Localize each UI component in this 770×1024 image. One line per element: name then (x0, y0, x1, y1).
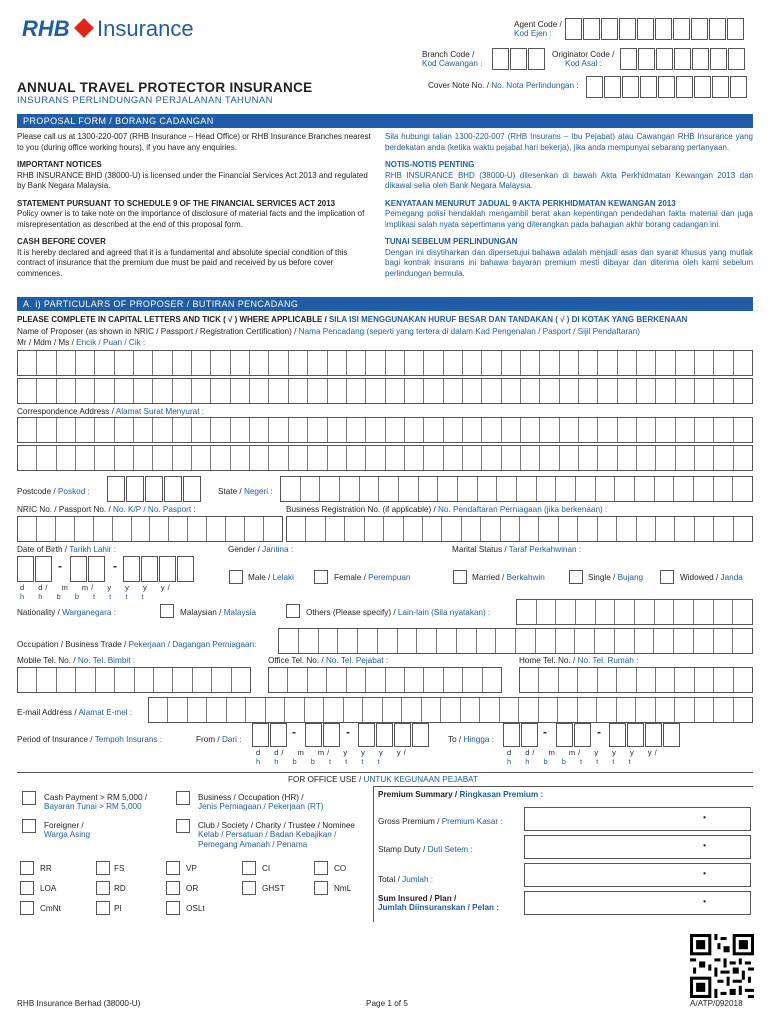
office-use-title: FOR OFFICE USE / UNTUK KEGUNAAN PEJABAT (288, 775, 479, 784)
dob-format-en: d d/ m m/ y y y y/ (20, 583, 173, 592)
name-row-1[interactable] (17, 350, 753, 376)
cash-payment-checkbox[interactable] (22, 791, 36, 805)
office-tel-label: Office Tel. No. / No. Tel. Pejabat : (268, 656, 389, 665)
dob-label: Date of Birth / Tarikh Lahir : (17, 545, 117, 554)
section-a-bar: A. i) PARTICULARS OF PROPOSER / BUTIRAN PENCADANG (17, 297, 753, 311)
code-fs-checkbox[interactable] (96, 861, 110, 875)
nric-label: NRIC No. / Passport No. / No. K/P / No. Pasport : (17, 505, 196, 514)
single-label: Single / Bujang (588, 573, 644, 582)
premium-summary-panel (373, 786, 753, 922)
foreigner-checkbox[interactable] (22, 819, 36, 833)
others-checkbox[interactable] (286, 604, 300, 618)
period-label: Period of Insurance / Tempoh Insurans : (17, 735, 163, 744)
married-checkbox[interactable] (453, 570, 467, 584)
dob-dash-2: - (113, 559, 117, 573)
code-loa: LOA (40, 884, 57, 893)
code-fs: FS (114, 864, 125, 873)
gender-label: Gender / Jantina : (228, 545, 294, 554)
malaysian-checkbox[interactable] (160, 604, 174, 618)
code-co-checkbox[interactable] (314, 861, 328, 875)
footer-page: Page 1 of 5 (366, 999, 408, 1008)
branch-code-label: Branch Code / Kod Cawangan : (422, 50, 483, 69)
state-label: State / Negeri : (218, 487, 273, 496)
occupation-label: Occupation / Business Trade / Pekerjaan / Dagangan Perniagaan: (17, 640, 257, 649)
to-format-my: h h b b t t t t (507, 757, 634, 766)
code-ghst-checkbox[interactable] (242, 881, 256, 895)
code-loa-checkbox[interactable] (20, 881, 34, 895)
sum-insured-label: Sum Insured / Plan / Jumlah Diinsuranskan / Pelan : (378, 894, 500, 913)
premium-summary-title: Premium Summary / Ringkasan Premium : (378, 790, 544, 799)
email-boxes[interactable] (148, 697, 753, 723)
dob-dash-1: - (58, 559, 62, 573)
code-pi: PI (114, 904, 122, 913)
cash-payment-label: Cash Payment > RM 5,000 / Bayaran Tunai > RM 5,000 (44, 793, 148, 812)
agent-code-label: Agent Code / Kod Ejen : (514, 20, 562, 39)
address-label: Correspondence Address / Alamat Surat Menyurat : (17, 407, 205, 416)
male-label: Male / Lelaki (248, 573, 294, 582)
notices-malay: Sila hubungi talian 1300-220-007 (RHB Insurans – Ibu Pejabat) atau Cawangan RHB Insurance yang berdekatan anda (ketika waktu pejabat hari bekerja), jika anda mempunyai sebarang pertanyaan. NOTIS-NOTIS PENTING RHB INSURANCE BHD (38000-U) dilesenkan di bawah Akta Perkhidmatan Kewangan 2013 dan dikawal selia oleh Bank Negara Malaysia. KENYATAAN MENURUT JADUAL 9 AKTA PERKHIDMATAN KEWANGAN 2013 Pemegang polisi hendaklah mengambil berat akan kepentingan pendedahan fakta material dan juga implikasi salah nyata sepertimana yang diterangkan pada bahagian akhir borang cadangan ini. TUNAI SEBELUM PERLINDUNGAN Dengan ini disytiharkan dan dipersetujui bahawa adalah menjadi asas dan syarat khusus yang mutlak bagi kontrak insurans ini bahawa bayaran premium mesti dibayar dan diterima oleh kami sebelum perlindungan bermula. (385, 132, 753, 278)
from-dash-1: - (292, 725, 296, 739)
code-nml: NmL (334, 884, 352, 893)
address-row-2[interactable] (17, 445, 753, 471)
stamp-duty-label: Stamp Duty / Duti Setem : (378, 845, 473, 854)
mobile-boxes[interactable] (17, 667, 251, 693)
foreigner-label: Foreigner / Warga Asing (44, 821, 91, 840)
from-format-en: d d/ m m/ y y y y/ (256, 748, 409, 757)
name-row-2[interactable] (17, 378, 753, 404)
code-ci-checkbox[interactable] (242, 861, 256, 875)
footer-form-code: A/ATP/092018 (690, 999, 743, 1008)
code-rr: RR (40, 864, 52, 873)
office-tel-boxes[interactable] (268, 667, 502, 693)
originator-code-label: Originator Code / Kod Asal : (552, 50, 615, 69)
code-ghst: GHST (262, 884, 285, 893)
from-label: From / Dari : (196, 735, 242, 744)
form-subtitle: INSURANS PERLINDUNGAN PERJALANAN TAHUNAN (17, 95, 273, 106)
code-cmnt-checkbox[interactable] (20, 901, 34, 915)
code-rd-checkbox[interactable] (96, 881, 110, 895)
club-checkbox[interactable] (176, 819, 190, 833)
married-label: Married / Berkahwin (472, 573, 545, 582)
to-dash-1: - (543, 725, 547, 739)
logo-rhb-text: RHB (22, 16, 70, 41)
widowed-checkbox[interactable] (660, 570, 674, 584)
female-label: Female / Perempuan (334, 573, 411, 582)
code-pi-checkbox[interactable] (96, 901, 110, 915)
instructions: PLEASE COMPLETE IN CAPITAL LETTERS AND TICK ( √ ) WHERE APPLICABLE / SILA ISI MENGGUNAKAN HURUF BESAR DAN TANDAKAN ( √ ) DI KOTAK YANG BERKENAAN (17, 315, 688, 324)
logo-insurance-text: Insurance (97, 16, 194, 41)
occupation-boxes[interactable] (278, 628, 753, 654)
cover-note-label: Cover Note No. / No. Nota Perlindungan : (428, 81, 579, 90)
widowed-label: Widowed / Janda (680, 573, 743, 582)
business-hr-label: Business / Occupation (HR) / Jenis Perniagaan / Pekerjaan (RT) (198, 793, 324, 812)
period-to-boxes[interactable] (503, 723, 681, 747)
malaysian-label: Malaysian / Malaysia (180, 608, 257, 617)
home-tel-label: Home Tel. No. / No. Tel. Rumah : (519, 656, 639, 665)
email-label: E-mail Address / Alamat E-mel : (17, 708, 133, 717)
marital-label: Marital Status / Taraf Perkahwinan : (452, 545, 582, 554)
gross-premium-field[interactable]: • (524, 807, 751, 831)
nationality-label: Nationality / Warganegara : (17, 608, 116, 617)
title-label: Mr / Mdm / Ms / Encik / Puan / Cik : (17, 338, 146, 347)
cover-note-boxes[interactable] (586, 76, 748, 98)
others-boxes[interactable] (516, 599, 753, 625)
code-co: CO (334, 864, 347, 873)
code-rd: RD (114, 884, 126, 893)
dob-boxes[interactable] (17, 556, 195, 582)
total-label: Total / Jumlah : (378, 875, 434, 884)
postcode-boxes[interactable] (107, 476, 202, 502)
single-checkbox[interactable] (569, 570, 583, 584)
to-label: To / Hingga : (448, 735, 494, 744)
from-dash-2: - (346, 725, 350, 739)
code-or: OR (186, 884, 199, 893)
address-row-1[interactable] (17, 417, 753, 443)
postcode-label: Postcode / Poskod : (17, 487, 90, 496)
sum-insured-field[interactable]: • (524, 891, 751, 915)
code-rr-checkbox[interactable] (20, 861, 34, 875)
code-vp-checkbox[interactable] (166, 861, 180, 875)
code-vp: VP (186, 864, 197, 873)
male-checkbox[interactable] (229, 570, 243, 584)
office-divider (17, 772, 753, 773)
branch-code-boxes[interactable] (492, 48, 546, 70)
brn-label: Business Registration No. (if applicable) / No. Pendaftaran Perniagaan (jika berkenaan) : (286, 505, 608, 514)
code-nml-checkbox[interactable] (314, 881, 328, 895)
rhb-logo (22, 14, 202, 44)
office-codes (20, 861, 370, 921)
code-ci: CI (262, 864, 271, 873)
code-oslt: OSLt (186, 904, 205, 913)
female-checkbox[interactable] (314, 570, 328, 584)
name-label: Name of Proposer (as shown in NRIC / Passport / Registration Certification) / Nama Pencadang (seperti yang tertera di dalam Kad Pengenalan / Pasport / Sijil Pendaftaran) (17, 327, 641, 336)
footer-company: RHB Insurance Berhad (38000-U) (17, 999, 141, 1008)
mobile-label: Mobile Tel. No. / No. Tel. Bimbit : (17, 656, 136, 665)
form-title: ANNUAL TRAVEL PROTECTOR INSURANCE (17, 80, 313, 95)
brn-boxes[interactable] (286, 516, 753, 542)
proposal-form-bar: PROPOSAL FORM / BORANG CADANGAN (17, 114, 753, 128)
nric-boxes[interactable] (17, 516, 283, 542)
stamp-duty-field[interactable]: • (524, 835, 751, 859)
total-field[interactable]: • (524, 863, 751, 887)
state-boxes[interactable] (280, 476, 753, 502)
code-or-checkbox[interactable] (166, 881, 180, 895)
club-label: Club / Society / Charity / Trustee / Nominee Kelab / Persatuan / Badan Kebajikan / Pemegang Amanah / Penama (198, 821, 355, 849)
business-hr-checkbox[interactable] (176, 791, 190, 805)
code-oslt-checkbox[interactable] (166, 901, 180, 915)
dob-format-my: h h b b t t t t (20, 592, 147, 601)
logo-diamond-icon (74, 18, 94, 38)
agent-code-boxes[interactable] (565, 18, 745, 40)
originator-code-boxes[interactable] (620, 48, 746, 70)
to-format-en: d d/ m m/ y y y y/ (507, 748, 660, 757)
to-dash-2: - (597, 725, 601, 739)
code-cmnt: CmNt (40, 904, 61, 913)
qr-code-icon (690, 934, 754, 998)
others-label: Others (Please specify) / Lain-lain (Sila nyatakan) : (306, 608, 491, 617)
from-format-my: h h b b t t t t (256, 757, 383, 766)
period-from-boxes[interactable] (252, 723, 430, 747)
gross-premium-label: Gross Premium / Premium Kasar : (378, 817, 503, 826)
notices-english: Please call us at 1300-220-007 (RHB Insurance – Head Office) or RHB Insurance Branches nearest to you (during office working hours), if you have any enquiries. IMPORTANT NOTICES RHB INSURANCE BHD (38000-U) is licensed under the Financial Services Act 2013 and regulated by Bank Negara Malaysia. STATEMENT PURSUANT TO SCHEDULE 9 OF THE FINANCIAL SERVICES ACT 2013 Policy owner is to take note on the importance of disclosure of material facts and the implication of misrepresentation as described at the end of this proposal form. CASH BEFORE COVER It is hereby declared and agreed that it is a fundamental and absolute special condition of this contract of insurance that the premium due must be paid and received by us before cover commences. (17, 132, 371, 278)
home-tel-boxes[interactable] (519, 667, 753, 693)
